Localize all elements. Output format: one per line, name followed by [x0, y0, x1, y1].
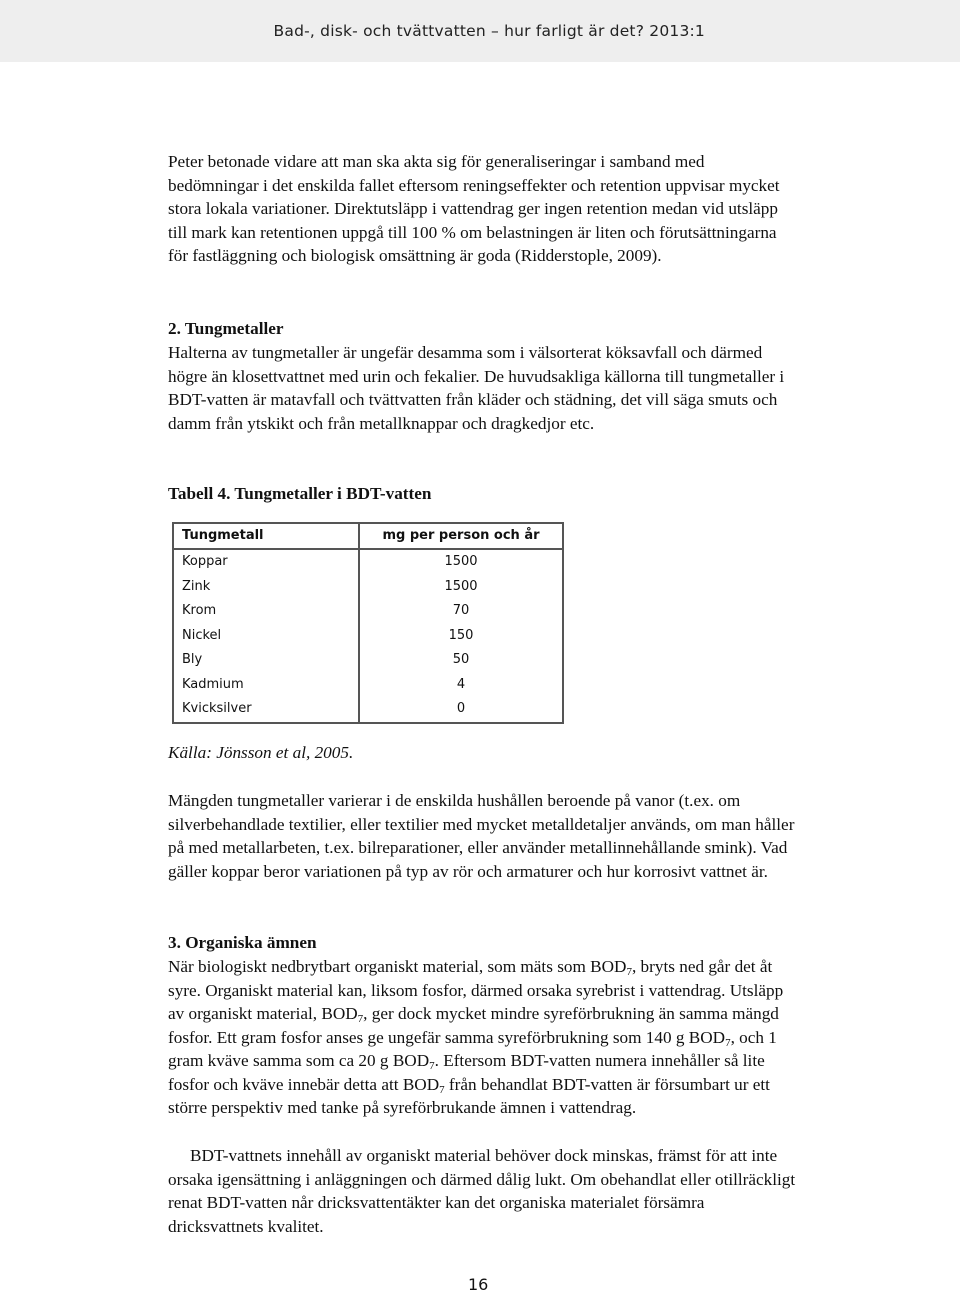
table-row: [173, 599, 563, 624]
column-header-metal: Tungmetall: [173, 523, 359, 549]
text-fragment: , bryts ned går det åt syre. Organiskt material kan, liksom fosfor, därmed orsaka syrebrist i vattendrag. Utsläpp av organiskt material,: [168, 957, 784, 1023]
column-header-amount: mg per person och år: [359, 523, 563, 549]
metal-amount: 1500: [359, 549, 563, 575]
table-row: [173, 648, 563, 673]
table-header-row: [173, 523, 563, 549]
metal-amount: 0: [359, 697, 563, 723]
paragraph-organiska-2: BDT-vattnets innehåll av organiskt material behöver dock minskas, främst för att inte orsaka igensättning i anläggningen och därmed dålig lukt. Om obehandlat eller otillräckligt renat BDT-vatten når dricksvattentäkter kan det organiska materialet försämra dricksvattnets kvalitet.: [168, 1146, 796, 1236]
bod-label: BOD: [688, 1027, 726, 1047]
paragraph-variation: Mängden tungmetaller varierar i de enskilda hushållen beroende på vanor (t.ex. om silverbehandlade textilier, eller textilier med mycket metalldetaljer används, om man håller på med metallarbeten, t.ex. bilreparationer, eller använder metallinnehållande smink). Vad gäller koppar beror variationen på typ av rör och armaturer och hur korrosivt vattnet är.: [168, 791, 795, 881]
bod-subscript: 7: [429, 1060, 435, 1072]
table-row: [173, 697, 563, 723]
text-fragment: , och 1 gram kväve samma som ca 20 g: [168, 1027, 777, 1070]
table-row: [173, 549, 563, 575]
section-heading-tungmetaller: 2. Tungmetaller: [168, 319, 284, 338]
bod-label: BOD: [590, 957, 627, 976]
metal-name: Krom: [173, 599, 359, 624]
metal-amount: 150: [359, 624, 563, 649]
text-fragment: . Eftersom BDT-vatten numera innehåller så lite fosfor och kväve innebär detta att: [168, 1051, 765, 1094]
metal-name: Koppar: [173, 549, 359, 575]
bod-label: BOD: [402, 1074, 440, 1094]
bod-label: BOD: [321, 1004, 358, 1023]
header-title: Bad-, disk- och tvättvatten – hur farligt är det? 2013:1: [273, 22, 705, 40]
text-fragment: från behandlat BDT-vatten är försumbart ur ett större perspektiv med tanke på syreförbrukande ämnen i vattendrag.: [168, 1074, 770, 1117]
metal-amount: 50: [359, 648, 563, 673]
metal-name: Kvicksilver: [173, 697, 359, 723]
section-heading-organiska: 3. Organiska ämnen: [168, 933, 317, 952]
bod-subscript: 7: [357, 1013, 364, 1025]
metal-amount: 70: [359, 599, 563, 624]
text-fragment: När biologiskt nedbrytbart organiskt material, som mäts som: [168, 957, 591, 976]
page-header: [0, 0, 960, 62]
paragraph-organiska: [168, 955, 798, 1120]
bod-subscript: 7: [626, 966, 632, 978]
table-source: Källa: Jönsson et al, 2005.: [168, 743, 354, 762]
heavy-metals-table: [172, 522, 564, 724]
text-fragment: , ger dock mycket mindre syreförbrukning än samma mängd fosfor. Ett gram fosfor anses ge ungefär samma syreförbrukning som 140 g: [168, 1004, 779, 1047]
paragraph-tungmetaller: Halterna av tungmetaller är ungefär desamma som i välsorterat köksavfall och därmed högre än klosettvattnet med urin och fekalier. De huvudsakliga källorna till tungmetaller i BDT-vatten är matavfall och tvättvatten från kläder och städning, det vill säga smuts och damm från ytskikt och från metallknappar och dragkedjor etc.: [168, 343, 785, 433]
table-row: [173, 673, 563, 698]
bod-subscript: 7: [439, 1083, 445, 1096]
page-number: 16: [468, 1275, 489, 1294]
metal-amount: 1500: [359, 575, 563, 600]
metal-name: Bly: [173, 648, 359, 673]
metal-amount: 4: [359, 673, 563, 698]
bod-subscript: 7: [725, 1036, 731, 1049]
metal-name: Kadmium: [173, 673, 359, 698]
table-row: [173, 575, 563, 600]
table-caption: Tabell 4. Tungmetaller i BDT-vatten: [168, 484, 432, 503]
paragraph-retention: Peter betonade vidare att man ska akta sig för generaliseringar i samband med bedömningar i det enskilda fallet eftersom reningseffekter och retention uppvisar mycket stora lokala variationer. Direktutsläpp i vattendrag ger ingen retention medan vid utsläpp till mark kan retentionen uppgå till 100 % om belastningen är liten och förutsättningarna för fastläggning och biologisk omsättning är goda (Ridderstople, 2009).: [168, 152, 780, 265]
metal-name: Nickel: [173, 624, 359, 649]
metal-name: Zink: [173, 575, 359, 600]
table-row: [173, 624, 563, 649]
bod-label: BOD: [392, 1051, 430, 1070]
